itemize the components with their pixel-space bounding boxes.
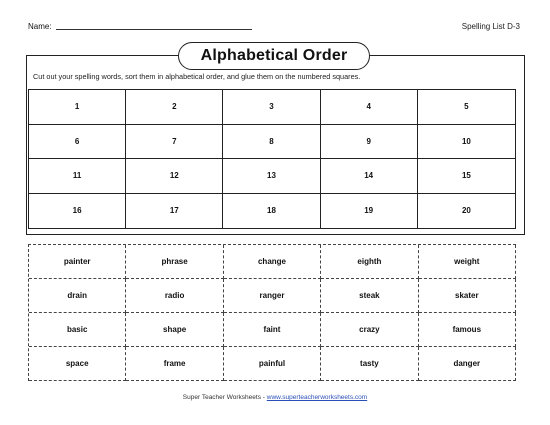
- numbered-square: 19: [321, 194, 418, 229]
- numbered-square: 2: [126, 90, 223, 125]
- word-card[interactable]: faint: [224, 313, 321, 347]
- word-cutouts-grid: [28, 244, 516, 381]
- word-card[interactable]: eighth: [321, 245, 418, 279]
- word-card[interactable]: phrase: [126, 245, 223, 279]
- numbered-square: 13: [223, 159, 320, 194]
- numbered-square: 11: [29, 159, 126, 194]
- numbered-square: 12: [126, 159, 223, 194]
- footer-text: Super Teacher Worksheets -: [182, 394, 267, 401]
- name-label: Name:: [28, 22, 52, 31]
- instructions-text: Cut out your spelling words, sort them in alphabetical order, and glue them on the numbered squares.: [33, 72, 361, 81]
- word-card[interactable]: weight: [419, 245, 516, 279]
- numbered-square: 1: [29, 90, 126, 125]
- word-card[interactable]: steak: [321, 279, 418, 313]
- numbered-square: 8: [223, 125, 320, 160]
- word-card[interactable]: basic: [29, 313, 126, 347]
- word-card[interactable]: radio: [126, 279, 223, 313]
- word-card[interactable]: change: [224, 245, 321, 279]
- numbered-square: 4: [321, 90, 418, 125]
- numbered-squares-grid: [28, 89, 516, 229]
- numbered-square: 18: [223, 194, 320, 229]
- footer-link[interactable]: www.superteacherworksheets.com: [266, 394, 368, 401]
- page-title: Alphabetical Order: [178, 42, 370, 70]
- numbered-square: 15: [418, 159, 515, 194]
- numbered-square: 20: [461, 206, 471, 216]
- numbered-square: 16: [29, 194, 126, 229]
- numbered-square: 17: [126, 194, 223, 229]
- numbered-square: 14: [321, 159, 418, 194]
- word-card[interactable]: crazy: [321, 313, 418, 347]
- word-card[interactable]: ranger: [224, 279, 321, 313]
- numbered-square: 5: [418, 90, 515, 125]
- word-card[interactable]: drain: [29, 279, 126, 313]
- word-card[interactable]: danger: [419, 347, 516, 381]
- numbered-square: 6: [29, 125, 126, 160]
- word-card[interactable]: space: [29, 347, 126, 381]
- word-card[interactable]: skater: [419, 279, 516, 313]
- word-card[interactable]: painful: [224, 347, 321, 381]
- numbered-square: 10: [418, 125, 515, 160]
- word-card[interactable]: shape: [126, 313, 223, 347]
- name-line[interactable]: [56, 29, 252, 30]
- numbered-square: 9: [321, 125, 418, 160]
- numbered-square: 7: [126, 125, 223, 160]
- word-card[interactable]: famous: [419, 313, 516, 347]
- spelling-list-id: Spelling List D-3: [461, 22, 520, 31]
- footer: [0, 394, 550, 401]
- word-card[interactable]: frame: [126, 347, 223, 381]
- word-card[interactable]: painter: [29, 245, 126, 279]
- numbered-square: 3: [223, 90, 320, 125]
- name-field: [28, 22, 252, 31]
- word-card[interactable]: tasty: [321, 347, 418, 381]
